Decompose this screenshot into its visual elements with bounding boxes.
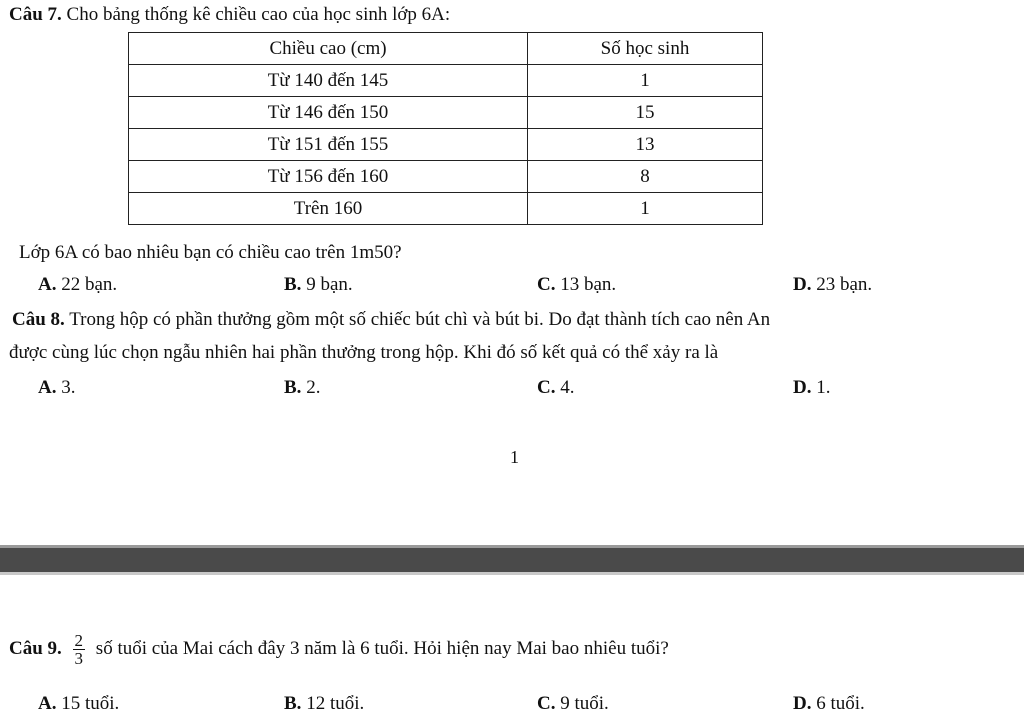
q7-choice-b[interactable]: B. 9 bạn. [284, 274, 353, 295]
q9-text: số tuổi của Mai cách đây 3 năm là 6 tuổi. Hỏi hiện nay Mai bao nhiêu tuổi? [95, 637, 669, 659]
q8-label: Câu 8. [12, 309, 65, 330]
q9-choice-a[interactable]: A. 15 tuổi. [38, 693, 120, 714]
q7-text: Cho bảng thống kê chiều cao của học sinh lớp 6A: [66, 4, 451, 25]
q7-question: Lớp 6A có bao nhiêu bạn có chiều cao trên 1m50? [19, 242, 402, 263]
q9-choice-b[interactable]: B. 12 tuổi. [284, 693, 365, 714]
table-header-row [129, 33, 763, 65]
q9-choice-c[interactable]: C. 9 tuổi. [537, 693, 609, 714]
q8-choice-a[interactable]: A. 3. [38, 377, 76, 398]
table-row [129, 97, 763, 129]
table-cell-range: Từ 151 đến 155 [129, 129, 528, 161]
q7-choice-a[interactable]: A. 22 bạn. [38, 274, 118, 295]
table-row [129, 193, 763, 225]
q9-heading [9, 632, 669, 667]
q7-heading [9, 4, 450, 26]
table-header-height: Chiều cao (cm) [129, 33, 528, 65]
q8-choices [0, 377, 1024, 403]
table-header-count: Số học sinh [528, 33, 763, 65]
fraction-denominator: 3 [74, 649, 84, 668]
table-cell-count: 1 [528, 65, 763, 97]
q9-label: Câu 9. [9, 637, 62, 659]
q8-text-line1: Trong hộp có phần thưởng gồm một số chiếc bút chì và bút bi. Do đạt thành tích cao nên An [69, 309, 771, 330]
table-cell-range: Từ 140 đến 145 [129, 65, 528, 97]
table-cell-range: Trên 160 [129, 193, 528, 225]
q7-choice-d[interactable]: D. 23 bạn. [793, 274, 873, 295]
table-cell-range: Từ 146 đến 150 [129, 97, 528, 129]
q8-choice-b[interactable]: B. 2. [284, 377, 321, 398]
q9-choices [0, 693, 1024, 719]
q7-label: Câu 7. [9, 4, 62, 25]
height-stats-table [128, 32, 763, 225]
q8-choice-c[interactable]: C. 4. [537, 377, 575, 398]
table-cell-count: 1 [528, 193, 763, 225]
fraction-numerator: 2 [74, 631, 84, 650]
page-divider-shadow [0, 572, 1024, 575]
q7-choices [0, 274, 1024, 300]
q8-text-line2: được cùng lúc chọn ngẫu nhiên hai phần thưởng trong hộp. Khi đó số kết quả có thể xảy ra là [9, 342, 719, 363]
table-cell-range: Từ 156 đến 160 [129, 161, 528, 193]
q8-choice-d[interactable]: D. 1. [793, 377, 831, 398]
q9-fraction [73, 632, 86, 667]
table-cell-count: 8 [528, 161, 763, 193]
table-row [129, 65, 763, 97]
table-cell-count: 15 [528, 97, 763, 129]
table-row [129, 129, 763, 161]
q8-line1 [12, 309, 770, 331]
table-cell-count: 13 [528, 129, 763, 161]
page-divider [0, 548, 1024, 572]
table-row [129, 161, 763, 193]
page-number: 1 [510, 447, 519, 467]
q9-choice-d[interactable]: D. 6 tuổi. [793, 693, 865, 714]
q7-choice-c[interactable]: C. 13 bạn. [537, 274, 617, 295]
